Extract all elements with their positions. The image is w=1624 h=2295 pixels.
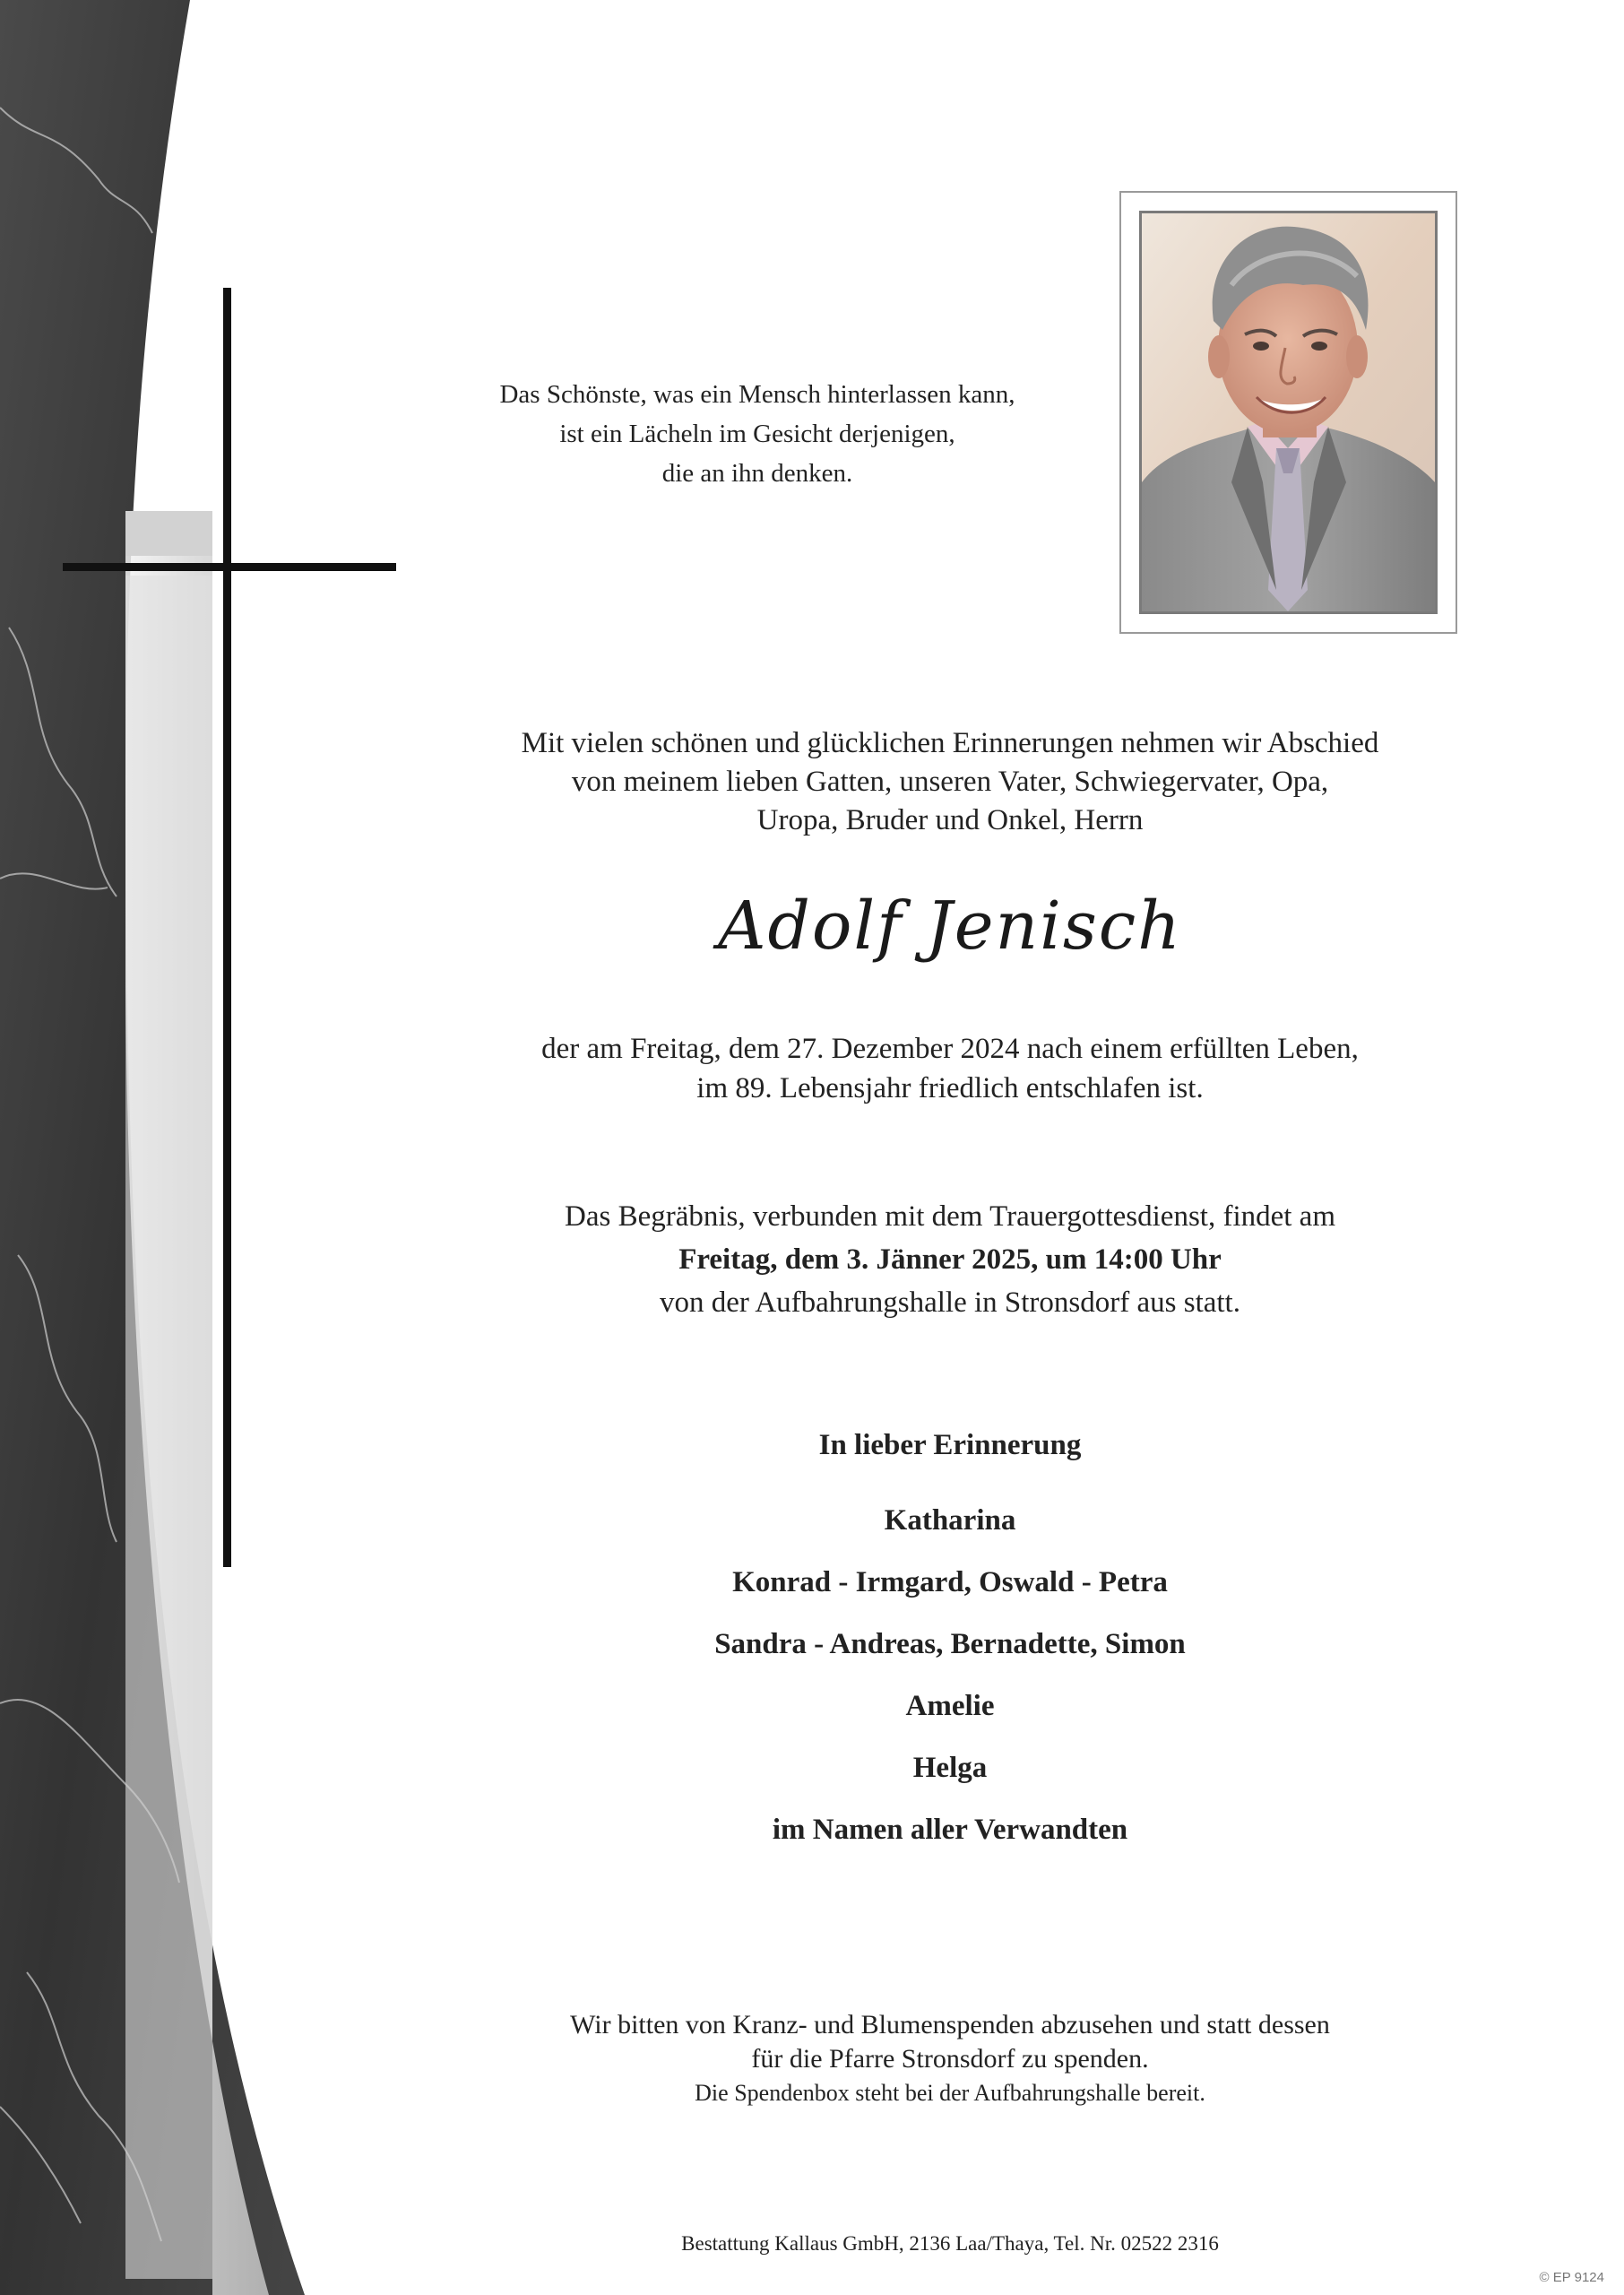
marble-border-decoration (0, 0, 323, 2295)
intro-line-1: Mit vielen schönen und glücklichen Erinnerungen nehmen wir Abschied (521, 727, 1379, 759)
death-line-1: der am Freitag, dem 27. Dezember 2024 nach einem erfüllten Leben, (541, 1033, 1359, 1065)
document-code: © EP 9124 (1539, 2270, 1604, 2285)
quote-line-2: ist ein Lächeln im Gesicht derjenigen, (559, 420, 955, 448)
death-line-2: im 89. Lebensjahr friedlich entschlafen ist. (696, 1072, 1204, 1104)
mourner-entry: Amelie (905, 1690, 995, 1722)
mourner-entry: Katharina (884, 1504, 1016, 1537)
cross-vertical-bar (223, 288, 231, 1567)
funeral-date-time: Freitag, dem 3. Jänner 2025, um 14:00 Uhr (678, 1243, 1222, 1276)
donation-line-1: Wir bitten von Kranz- und Blumenspenden abzusehen und statt dessen (570, 2010, 1330, 2040)
quote-line-3: die an ihn denken. (661, 459, 853, 488)
cross-horizontal-bar (63, 563, 396, 571)
light-column-body (125, 576, 212, 2279)
mourners-heading: In lieber Erinnerung (818, 1429, 1082, 1461)
death-notice (421, 1029, 1479, 1108)
funeral-line-3: von der Aufbahrungshalle in Stronsdorf aus statt. (660, 1286, 1240, 1319)
mourner-entry: Konrad - Irmgard, Oswald - Petra (732, 1566, 1168, 1598)
funeral-info (421, 1195, 1479, 1324)
portrait-illustration (1142, 213, 1435, 611)
mourner-entry: Sandra - Andreas, Bernadette, Simon (714, 1628, 1186, 1660)
light-column-top (125, 511, 212, 556)
donation-request (421, 2008, 1479, 2110)
mourners-list (421, 1424, 1479, 1870)
farewell-intro (421, 724, 1479, 840)
mourner-entry: im Namen aller Verwandten (772, 1814, 1128, 1846)
intro-line-3: Uropa, Bruder und Onkel, Herrn (756, 804, 1144, 836)
memorial-quote (421, 375, 1093, 493)
mourner-entry: Helga (912, 1752, 988, 1784)
portrait-photo (1139, 211, 1438, 614)
intro-line-2: von meinem lieben Gatten, unseren Vater, Schwiegervater, Opa, (571, 766, 1329, 798)
funeral-home-footer: Bestattung Kallaus GmbH, 2136 Laa/Thaya, Tel. Nr. 02522 2316 (681, 2232, 1219, 2255)
funeral-line-1: Das Begräbnis, verbunden mit dem Trauergottesdienst, findet am (565, 1200, 1335, 1233)
donation-line-2: für die Pfarre Stronsdorf zu spenden. (751, 2044, 1149, 2074)
deceased-name: Adolf Jenisch (718, 888, 1182, 965)
quote-line-1: Das Schönste, was ein Mensch hinterlassen kann, (499, 380, 1015, 409)
portrait-frame (1119, 191, 1457, 634)
donation-line-3: Die Spendenbox steht bei der Aufbahrungshalle bereit. (695, 2080, 1205, 2106)
